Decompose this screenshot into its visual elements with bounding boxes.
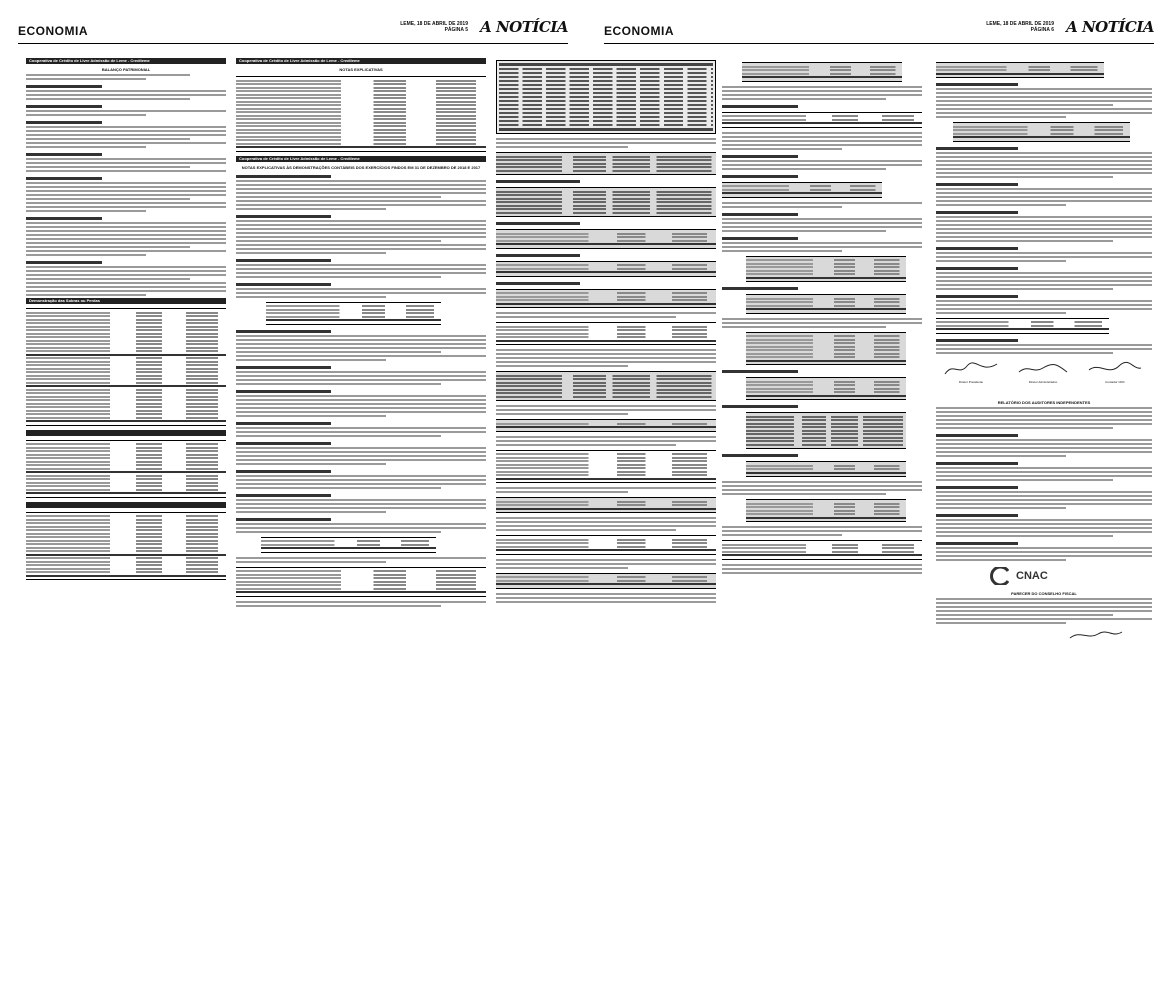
right-page-header	[604, 18, 1154, 44]
column-1-section-bar: Demonstração das Sobras ou Perdas	[26, 298, 226, 304]
column-4	[722, 58, 922, 982]
signature-1	[936, 360, 1006, 384]
date-block	[400, 21, 468, 33]
date-line: LEME, 18 DE ABRIL DE 2019	[986, 21, 1054, 27]
date-block	[986, 21, 1054, 33]
signature-area	[936, 360, 1152, 400]
newspaper-logo: A NOTÍCIA	[1066, 18, 1154, 36]
newspaper-logo: A NOTÍCIA	[480, 18, 568, 36]
column-2	[236, 58, 486, 982]
signature-name: Diretor Presidente	[958, 379, 984, 384]
date-line: LEME, 18 DE ABRIL DE 2019	[400, 21, 468, 27]
cnac-logo	[986, 567, 1152, 585]
column-2-subtitle: NOTAS EXPLICATIVAS	[339, 67, 383, 72]
column-3	[496, 58, 716, 982]
page-number: PÁGINA 6	[1030, 27, 1054, 33]
column-2-notes-title: NOTAS EXPLICATIVAS ÀS DEMONSTRAÇÕES CONTÁBEIS DOS EXERCÍCIOS FINDOS EM 31 DE DEZEMBRO DE 2018 E 2017	[241, 164, 481, 170]
closing-signature	[1066, 628, 1152, 647]
cnac-wordmark: CNAC	[1016, 569, 1048, 582]
signature-scribble-icon	[941, 360, 1001, 378]
signature-scribble-icon	[1085, 360, 1145, 378]
column-2-title-bar: Cooperativa de Crédito de Livre Admissão de Leme - Credileme	[236, 58, 486, 64]
column-1-title-bar: Cooperativa de Crédito de Livre Admissão de Leme - Credileme	[26, 58, 226, 64]
column-5	[936, 58, 1152, 982]
header-rule	[18, 43, 568, 44]
section-title: ECONOMIA	[604, 24, 674, 38]
right-page	[586, 0, 1172, 1000]
auditor-report-title: RELATÓRIO DOS AUDITORES INDEPENDENTES	[997, 399, 1091, 405]
signature-name: Diretor Administrativo	[1028, 379, 1058, 384]
left-page-header	[18, 18, 568, 44]
column-2-section-bar: Cooperativa de Crédito de Livre Admissão de Leme - Credileme	[236, 156, 486, 162]
fiscal-council-title: PARECER DO CONSELHO FISCAL	[1011, 590, 1077, 596]
page-number: PÁGINA 5	[444, 27, 468, 33]
signature-name: Contador CRC	[1105, 379, 1125, 384]
signature-3	[1080, 360, 1150, 384]
signature-scribble-icon	[1066, 628, 1126, 642]
cnac-mark-icon	[986, 567, 1012, 585]
signature-2	[1008, 360, 1078, 384]
header-rule	[604, 43, 1154, 44]
signature-scribble-icon	[1013, 360, 1073, 378]
column-1	[26, 58, 226, 982]
section-title: ECONOMIA	[18, 24, 88, 38]
column-1-subtitle: BALANÇO PATRIMONIAL	[101, 67, 151, 72]
